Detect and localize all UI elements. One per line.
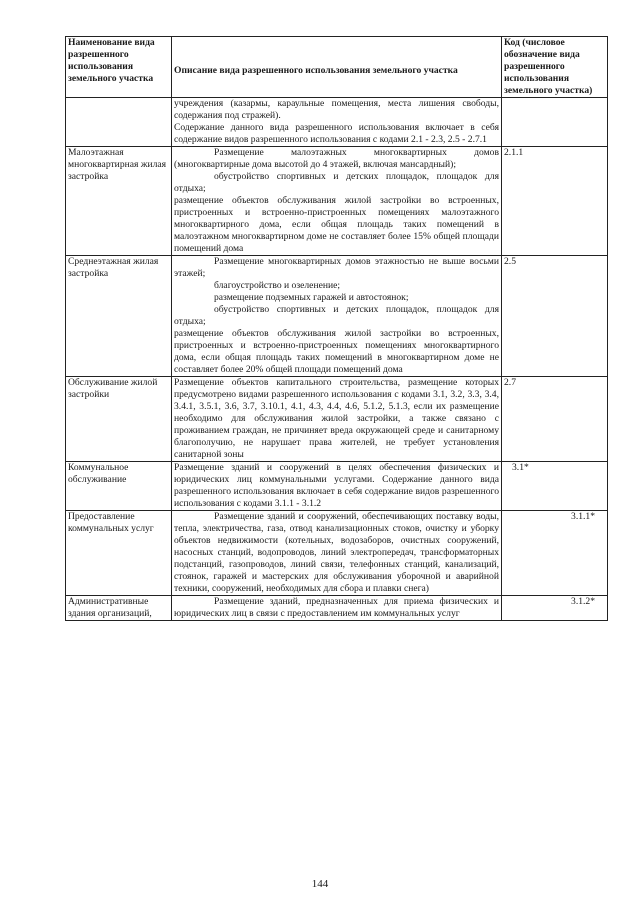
row-code xyxy=(502,98,608,147)
table-row xyxy=(66,462,608,511)
row-code: 3.1.2* xyxy=(502,596,608,621)
row-code: 3.1.1* xyxy=(502,511,608,596)
row-name: Среднеэтажная жилая застройка xyxy=(66,256,172,377)
description-paragraph: Размещение зданий и сооружений в целях обеспечения физических и юридических лиц коммунальными услугами. Содержание данного вида разрешенного использования включает в себя содержание видов разрешенного использования с кодами 3.1.1 - 3.1.2 xyxy=(174,462,499,509)
description-paragraph: размещение объектов обслуживания жилой застройки во встроенных, пристроенных и встроенно-пристроенных помещениях многоквартирного дома, если общая площадь таких помещений в многоквартирном доме не составляет более 20% общей площади помещений дома xyxy=(174,328,499,375)
row-name xyxy=(66,98,172,147)
description-paragraph: Размещение объектов капитального строительства, размещение которых предусмотрено видами разрешенного использования с кодами 3.1, 3.2, 3.3, 3.4, 3.4.1, 3.5.1, 3.6, 3.7, 3.10.1, 4.1, 4.3, 4.4, 4.6, 5.1.2, 5.1.3, если их размещение необходимо для обслуживания жилой застройки, а также связано с проживанием граждан, не причиняет вреда окружающей среде и санитарному благополучию, не нарушает права жителей, не требует установления санитарной зоны xyxy=(174,377,499,460)
page-number: 144 xyxy=(311,878,329,890)
row-code: 2.5 xyxy=(502,256,608,377)
table-header-row xyxy=(66,37,608,98)
description-paragraph: учреждения (казармы, караульные помещения, места лишения свободы, содержания под стражей). xyxy=(174,98,499,121)
table-row xyxy=(66,377,608,462)
description-paragraph: Размещение многоквартирных домов этажностью не выше восьми этажей; xyxy=(174,256,499,279)
row-name: Предоставление коммунальных услуг xyxy=(66,511,172,596)
table-row xyxy=(66,596,608,621)
header-description: Описание вида разрешенного использования земельного участка xyxy=(172,37,502,98)
row-description xyxy=(172,147,502,256)
row-description xyxy=(172,256,502,377)
row-description xyxy=(172,462,502,511)
description-paragraph: обустройство спортивных и детских площадок, площадок для отдыха; xyxy=(174,304,499,327)
row-name: Коммунальное обслуживание xyxy=(66,462,172,511)
description-paragraph: обустройство спортивных и детских площадок, площадок для отдыха; xyxy=(174,171,499,194)
land-use-table xyxy=(65,36,608,621)
header-name: Наименование вида разрешенного использования земельного участка xyxy=(66,37,172,98)
description-paragraph: размещение подземных гаражей и автостоянок; xyxy=(214,292,409,303)
row-name: Малоэтажная многоквартирная жилая застройка xyxy=(66,147,172,256)
table-row xyxy=(66,98,608,147)
table-row xyxy=(66,256,608,377)
row-code: 2.1.1 xyxy=(502,147,608,256)
row-description xyxy=(172,511,502,596)
row-name: Обслуживание жилой застройки xyxy=(66,377,172,462)
row-code: 2.7 xyxy=(502,377,608,462)
description-paragraph: Содержание данного вида разрешенного использования включает в себя содержание видов разрешенного использования с кодами 2.1 - 2.3, 2.5 - 2.7.1 xyxy=(174,122,499,145)
table-row xyxy=(66,147,608,256)
description-paragraph: размещение объектов обслуживания жилой застройки во встроенных, пристроенных и встроенно-пристроенных помещениях малоэтажного многоквартирного дома, если общая площадь таких помещений в малоэтажном многоквартирном доме не составляет более 15% общей площади помещений дома xyxy=(174,195,499,254)
row-name: Административные здания организаций, xyxy=(66,596,172,621)
header-code: Код (числовое обозначение вида разрешенного использования земельного участка) xyxy=(502,37,608,98)
description-paragraph: Размещение зданий и сооружений, обеспечивающих поставку воды, тепла, электричества, газа, отвод канализационных стоков, очистку и уборку объектов недвижимости (котельных, водозаборов, очистных сооружений, насосных станций, водопроводов, линий электропередач, трансформаторных подстанций, газопроводов, линий связи, телефонных станций, канализаций, стоянок, гаражей и мастерских для обслуживания уборочной и аварийной техники, сооружений, необходимых для сбора и плавки снега) xyxy=(174,511,499,594)
row-description xyxy=(172,377,502,462)
description-paragraph: Размещение малоэтажных многоквартирных домов (многоквартирные дома высотой до 4 этажей, включая мансардный); xyxy=(174,147,499,170)
row-code: 3.1* xyxy=(502,462,608,511)
description-paragraph: благоустройство и озеленение; xyxy=(214,280,341,291)
row-description xyxy=(172,596,502,621)
description-paragraph: Размещение зданий, предназначенных для приема физических и юридических лиц в связи с предоставлением им коммунальных услуг xyxy=(174,596,499,619)
row-description xyxy=(172,98,502,147)
table-row xyxy=(66,511,608,596)
